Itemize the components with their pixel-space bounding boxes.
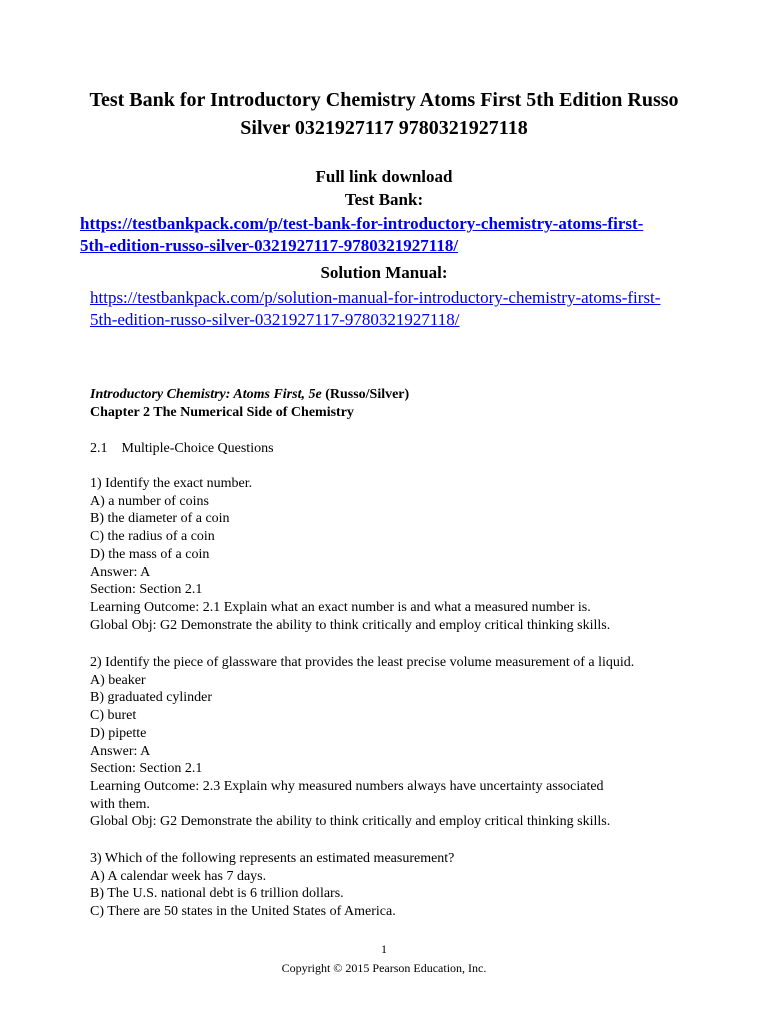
question-2	[90, 654, 710, 831]
answer-option: C) There are 50 states in the United States of America.	[90, 904, 396, 920]
solution-manual-label: Solution Manual:	[320, 263, 448, 282]
global-objective: Global Obj: G2 Demonstrate the ability to think critically and employ critical thinking skills.	[90, 617, 611, 633]
title-line-2: Silver 0321927117 9780321927118	[240, 117, 528, 139]
global-objective: Global Obj: G2 Demonstrate the ability to think critically and employ critical thinking skills.	[90, 814, 611, 830]
question-line: 3) Which of the following represents an estimated measurement?	[90, 851, 455, 866]
answer-option: A) a number of coins	[90, 493, 209, 509]
learning-outcome: Learning Outcome: 2.3 Explain why measured numbers always have uncertainty associated	[90, 778, 604, 794]
answer-key: Answer: A	[90, 564, 151, 580]
book-authors: (Russo/Silver)	[321, 387, 410, 402]
solution-link-line-1: https://testbankpack.com/p/solution-manual-for-introductory-chemistry-atoms-first-	[90, 288, 661, 307]
section-ref: Section: Section 2.1	[90, 761, 203, 777]
section-ref: Section: Section 2.1	[90, 582, 203, 598]
question-line: 2) Identify the piece of glassware that provides the least precise volume measurement of a liquid.	[90, 655, 635, 670]
answer-option: A) beaker	[90, 672, 146, 688]
full-link-label: Full link download	[315, 167, 453, 186]
test-bank-link[interactable]	[80, 213, 700, 257]
book-title: Introductory Chemistry: Atoms First, 5e	[90, 387, 322, 402]
chapter-title: Chapter 2 The Numerical Side of Chemistry	[90, 404, 354, 420]
page-number: 1	[381, 942, 387, 956]
answer-option: B) the diameter of a coin	[90, 511, 230, 527]
book-title-line	[90, 386, 710, 404]
answer-option: C) the radius of a coin	[90, 529, 215, 545]
question-3	[90, 850, 710, 921]
answer-option: D) the mass of a coin	[90, 546, 210, 562]
section-heading: 2.1 Multiple-Choice Questions	[90, 441, 274, 456]
document-title	[40, 86, 728, 142]
question-1	[90, 475, 710, 634]
learning-outcome: Learning Outcome: 2.1 Explain what an exact number is and what a measured number is.	[90, 599, 591, 615]
test-bank-label: Test Bank:	[344, 190, 424, 209]
solution-manual-link[interactable]	[90, 287, 710, 331]
answer-option: D) pipette	[90, 725, 147, 741]
solution-link-line-2: 5th-edition-russo-silver-0321927117-9780321927118/	[90, 310, 460, 329]
learning-outcome-continued: with them.	[90, 796, 150, 812]
question-line: 1) Identify the exact number.	[90, 476, 253, 491]
test-bank-link-line-2: 5th-edition-russo-silver-0321927117-9780321927118/	[80, 236, 459, 255]
answer-option: B) graduated cylinder	[90, 690, 213, 706]
copyright-notice: Copyright © 2015 Pearson Education, Inc.	[281, 961, 487, 975]
answer-option: C) buret	[90, 708, 137, 724]
answer-option: A) A calendar week has 7 days.	[90, 868, 267, 884]
title-line-1: Test Bank for Introductory Chemistry Atoms First 5th Edition Russo	[89, 89, 679, 111]
answer-option: B) The U.S. national debt is 6 trillion dollars.	[90, 886, 344, 902]
answer-key: Answer: A	[90, 743, 151, 759]
book-header	[90, 386, 710, 421]
test-bank-link-line-1: https://testbankpack.com/p/test-bank-for-introductory-chemistry-atoms-first-	[80, 214, 644, 233]
